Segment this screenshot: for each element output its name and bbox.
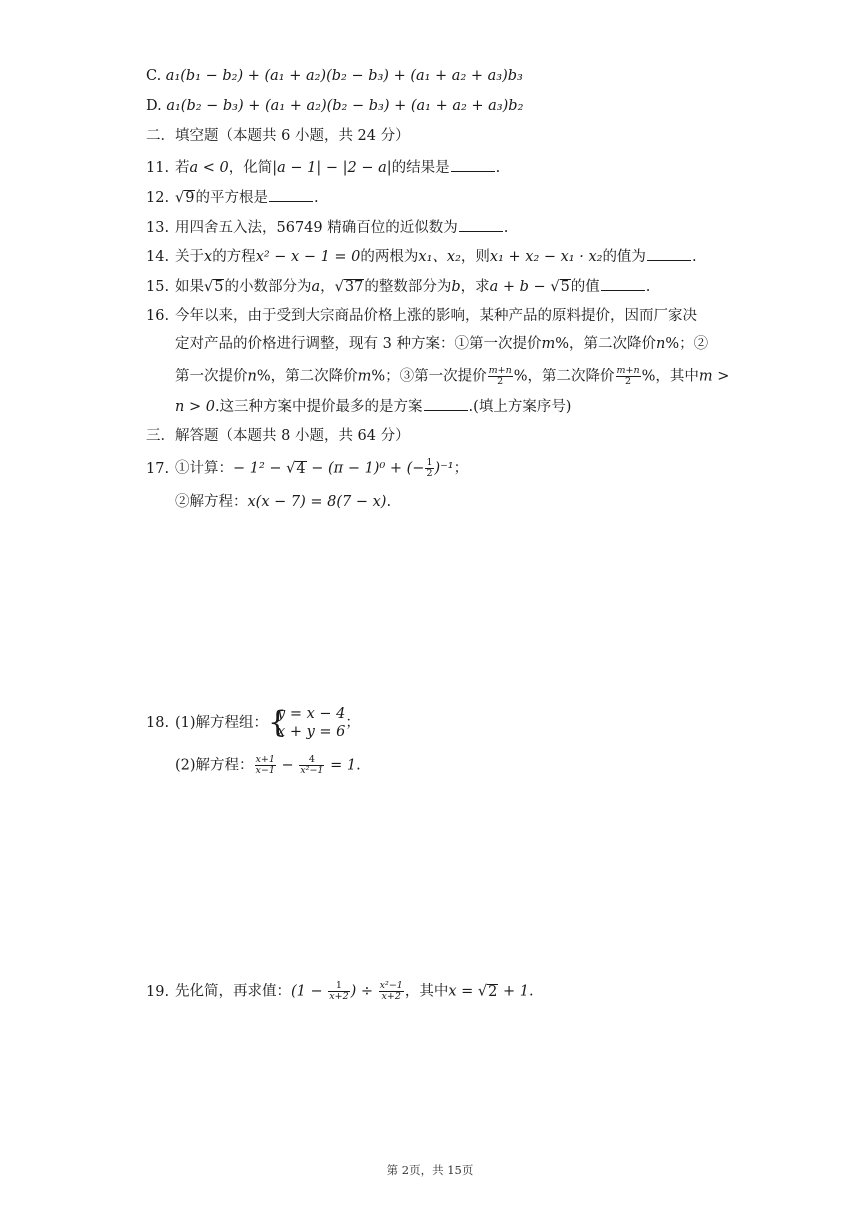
denominator: x+2 [381, 991, 401, 1002]
answer-blank [269, 187, 313, 202]
math: x = [448, 983, 478, 1000]
text: . [356, 757, 361, 774]
text: . [691, 249, 697, 265]
math: m [357, 368, 372, 385]
sqrt-sign: √ [204, 279, 214, 295]
question-number: 16. [146, 308, 170, 324]
section-heading-solutions: 三．解答题（本题共 8 小题，共 64 分） [146, 428, 410, 444]
text: 定对产品的价格进行调整，现有 3 种方案：①第一次提价 [175, 336, 542, 352]
text: ，求 [460, 279, 490, 295]
denominator: x²−1 [300, 765, 324, 776]
fraction [299, 755, 324, 776]
question-14 [146, 246, 697, 267]
question-17-part-1 [146, 458, 468, 479]
radicand: 2 [488, 983, 498, 1000]
text: 若 [175, 160, 190, 176]
text: 第一次提价 [175, 368, 248, 385]
denominator: 2 [497, 376, 504, 387]
text: %；③第一次提价 [371, 368, 487, 385]
radicand: 9 [185, 190, 195, 206]
numerator: 4 [299, 755, 324, 766]
question-number: 14. [146, 249, 170, 265]
choice-c [146, 66, 523, 86]
text: %，其中 [641, 368, 699, 385]
math: x [204, 249, 213, 265]
fraction [328, 981, 349, 1002]
fraction [379, 981, 404, 1002]
text: .(填上方案序号) [468, 399, 572, 415]
question-19 [146, 981, 534, 1002]
text: ②解方程： [175, 494, 248, 510]
question-13 [146, 217, 508, 238]
text: 的两根为 [360, 249, 419, 265]
question-number: 17. [146, 460, 170, 477]
question-17-part-2 [175, 492, 391, 512]
math: m > [698, 368, 730, 385]
math: n [655, 336, 666, 352]
text: ，化简 [228, 160, 273, 176]
radicand: 4 [296, 460, 306, 477]
text: . [503, 220, 509, 236]
text: . [495, 160, 501, 176]
radicand: 5 [560, 279, 570, 295]
question-18-part-2 [175, 755, 361, 776]
text: (1)解方程组： [175, 715, 269, 731]
answer-blank [424, 396, 468, 411]
math: − (π − 1)⁰ + (− [306, 460, 425, 477]
text: ，其中 [404, 983, 449, 1000]
question-16-line-1 [146, 306, 697, 326]
text: . [645, 279, 651, 295]
text: . [528, 983, 534, 1000]
math: a [311, 279, 321, 295]
math: x(x − 7) = 8(7 − x) [247, 494, 387, 510]
question-18-part-1 [146, 705, 360, 741]
radicand: 37 [344, 279, 364, 295]
text: . [386, 494, 392, 510]
text: 的结果是 [391, 160, 450, 176]
equation: x + y = 6 [277, 724, 346, 740]
question-16-line-3 [175, 366, 729, 387]
text: 的整数部分为 [364, 279, 452, 295]
fraction [488, 366, 513, 387]
math: x₁、x₂ [418, 249, 461, 265]
numerator: x+1 [255, 754, 275, 765]
numerator: m+n [616, 365, 640, 376]
text: 的小数部分为 [224, 279, 312, 295]
math: m [541, 336, 556, 352]
page-footer: 第 2页，共 15页 [386, 1163, 474, 1177]
math: n [247, 368, 257, 385]
radicand: 5 [214, 279, 224, 295]
denominator: 2 [426, 468, 433, 479]
brace-icon: { [268, 705, 288, 740]
question-number: 12. [146, 190, 170, 206]
answer-blank [647, 246, 691, 261]
choice-label: C. [146, 68, 162, 84]
question-16-line-4 [175, 396, 571, 417]
text: %；② [665, 336, 709, 352]
sqrt-sign: √ [477, 983, 488, 1000]
question-11 [146, 157, 500, 178]
text: ； [453, 460, 469, 477]
question-number: 19. [146, 983, 170, 1000]
math: a + b − [489, 279, 551, 295]
question-12 [146, 187, 319, 208]
denominator: 2 [625, 376, 632, 387]
math: a < 0 [189, 160, 229, 176]
fraction [255, 755, 276, 776]
question-15 [146, 276, 650, 297]
text: 先化简，再求值： [175, 983, 291, 1000]
denominator: x+2 [329, 991, 349, 1002]
math: x₁ + x₂ − x₁ · x₂ [489, 249, 603, 265]
text: %，第二次降价 [256, 368, 358, 385]
text: 的方程 [212, 249, 256, 265]
text: .这三种方案中提价最多的是方案 [214, 399, 423, 415]
text: ， [320, 279, 335, 295]
math: n > 0 [175, 399, 215, 415]
question-number: 11. [146, 160, 170, 176]
text: %，第二次降价 [555, 336, 656, 352]
math: x² − x − 1 = 0 [255, 249, 361, 265]
answer-blank [459, 217, 503, 232]
text: 用四舍五入法，56749 精确百位的近似数为 [175, 220, 458, 236]
text: 如果 [175, 279, 204, 295]
numerator: 1 [426, 457, 433, 468]
text: ，则 [460, 249, 490, 265]
text: ； [345, 715, 360, 731]
question-number: 18. [146, 715, 170, 731]
denominator: x−1 [255, 765, 275, 776]
text: 的平方根是 [195, 190, 268, 206]
text: (2)解方程： [175, 757, 254, 774]
question-16-line-2 [175, 334, 708, 354]
text: 今年以来，由于受到大宗商品价格上涨的影响，某种产品的原料提价，因而厂家决 [175, 308, 697, 324]
section-heading-fill-in: 二．填空题（本题共 6 小题，共 24 分） [146, 128, 410, 144]
choice-d [146, 96, 523, 116]
math: ) ÷ [350, 983, 378, 1000]
fraction [616, 366, 641, 387]
choice-expression: a₁(b₂ − b₃) + (a₁ + a₂)(b₂ − b₃) + (a₁ + a₂ + a₃)b₂ [166, 98, 524, 114]
math: b [451, 279, 461, 295]
text: %，第二次降价 [513, 368, 615, 385]
numerator: 1 [328, 981, 349, 992]
text: 的值 [570, 279, 600, 295]
text: . [313, 190, 319, 206]
question-number: 13. [146, 220, 170, 236]
question-number: 15. [146, 279, 170, 295]
sqrt-sign: √ [334, 279, 344, 295]
math: = 1 [325, 757, 357, 774]
math: )⁻¹ [434, 460, 454, 477]
sqrt-sign: √ [550, 279, 560, 295]
answer-blank [451, 157, 495, 172]
sqrt-sign: √ [175, 190, 185, 206]
text: ①计算： [175, 460, 233, 477]
equation: y = x − 4 [277, 706, 346, 722]
numerator: x²−1 [379, 980, 403, 991]
text: 的值为 [602, 249, 646, 265]
math: |a − 1| − |2 − a| [272, 160, 392, 176]
equation-system [268, 705, 345, 741]
sqrt-sign: √ [286, 460, 296, 477]
numerator: m+n [488, 365, 512, 376]
choice-label: D. [146, 98, 162, 114]
math: + 1 [498, 983, 529, 1000]
fraction [425, 458, 433, 479]
text: 关于 [175, 249, 204, 265]
math: (1 − [291, 983, 328, 1000]
math: − [276, 757, 299, 774]
choice-expression: a₁(b₁ − b₂) + (a₁ + a₂)(b₂ − b₃) + (a₁ + a₂ + a₃)b₃ [165, 68, 523, 84]
answer-blank [601, 276, 645, 291]
math: − 1² − [233, 460, 287, 477]
